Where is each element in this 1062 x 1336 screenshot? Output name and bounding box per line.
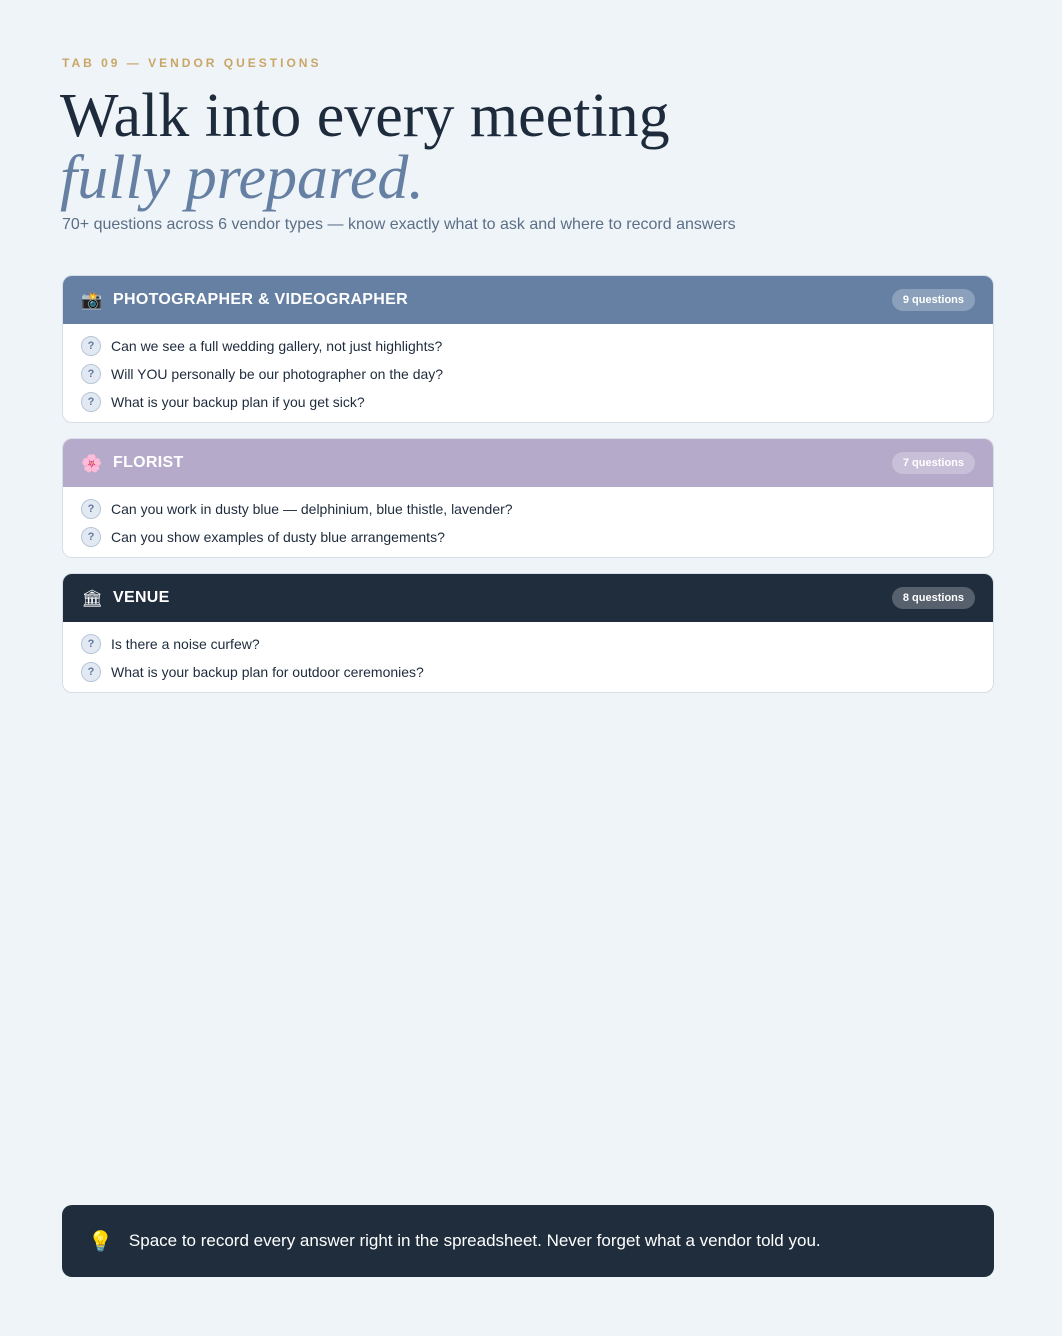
card-header[interactable] (63, 276, 993, 324)
page-subtitle: 70+ questions across 6 vendor types — know exactly what to ask and where to record answers (62, 216, 736, 233)
tip-banner (62, 1205, 994, 1277)
question-text: Can we see a full wedding gallery, not just highlights? (111, 338, 443, 354)
page-title-italic: fully prepared. (60, 144, 424, 212)
question-item[interactable] (81, 360, 975, 388)
question-mark-icon: ? (81, 662, 101, 682)
card-header[interactable] (63, 439, 993, 487)
question-list (63, 324, 993, 422)
question-count-badge: 9 questions (892, 289, 975, 311)
question-item[interactable] (81, 388, 975, 416)
question-text: What is your backup plan for outdoor ceremonies? (111, 664, 424, 680)
question-text: Is there a noise curfew? (111, 636, 260, 652)
card-title: VENUE (113, 589, 170, 606)
question-item[interactable] (81, 495, 975, 523)
flower-icon: 🌸 (81, 453, 103, 473)
question-item[interactable] (81, 332, 975, 360)
tip-text: Space to record every answer right in the spreadsheet. Never forget what a vendor told you. (128, 1231, 821, 1250)
question-mark-icon: ? (81, 634, 101, 654)
question-count-badge: 8 questions (892, 587, 975, 609)
lightbulb-icon: 💡 (88, 1230, 113, 1253)
question-mark-icon: ? (81, 336, 101, 356)
vendor-card-florist (62, 438, 994, 558)
question-text: Can you work in dusty blue — delphinium, blue thistle, lavender? (111, 501, 513, 517)
question-list (63, 487, 993, 557)
card-title: FLORIST (113, 454, 184, 471)
eyebrow-label: TAB 09 — VENDOR QUESTIONS (62, 56, 322, 70)
building-icon: 🏛 (81, 588, 103, 608)
question-text: Will YOU personally be our photographer on the day? (111, 366, 444, 382)
question-text: Can you show examples of dusty blue arrangements? (111, 529, 445, 545)
question-list (63, 622, 993, 692)
question-item[interactable] (81, 658, 975, 686)
camera-icon: 📸 (81, 290, 103, 310)
question-item[interactable] (81, 630, 975, 658)
question-item[interactable] (81, 523, 975, 551)
page-title: Walk into every meeting (60, 82, 670, 150)
vendor-card-venue (62, 573, 994, 693)
question-mark-icon: ? (81, 527, 101, 547)
card-title: PHOTOGRAPHER & VIDEOGRAPHER (113, 291, 408, 308)
card-header[interactable] (63, 574, 993, 622)
question-count-badge: 7 questions (892, 452, 975, 474)
question-text: What is your backup plan if you get sick? (111, 394, 365, 410)
vendor-card-photographer (62, 275, 994, 423)
question-mark-icon: ? (81, 364, 101, 384)
question-mark-icon: ? (81, 392, 101, 412)
question-mark-icon: ? (81, 499, 101, 519)
